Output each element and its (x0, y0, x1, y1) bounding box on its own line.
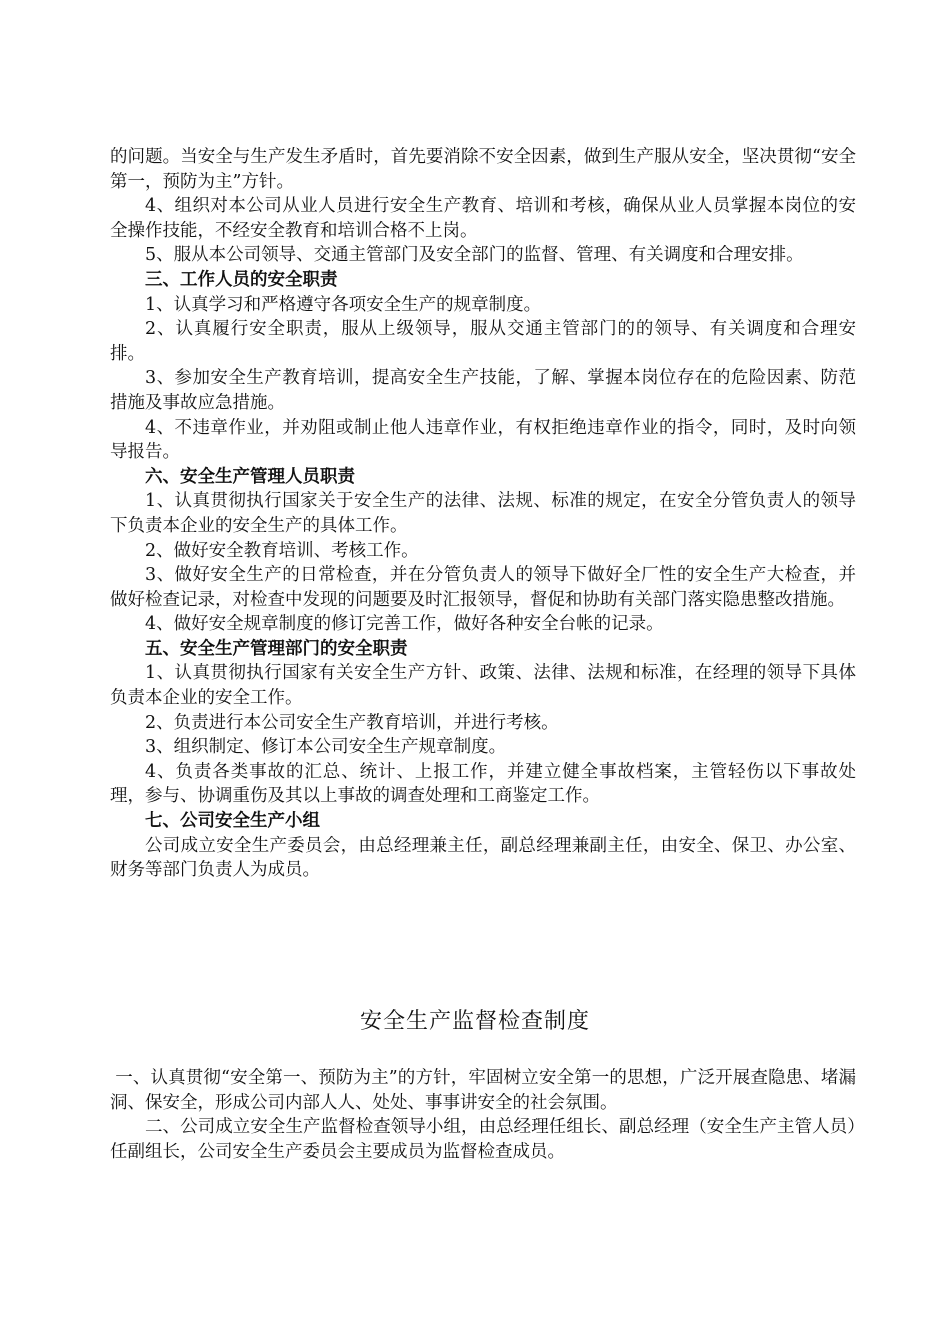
list-item: 4、负责各类事故的汇总、统计、上报工作，并建立健全事故档案，主管轻伤以下事故处理，参与、协调重伤及其以上事故的调查处理和工商鉴定工作。 (110, 761, 856, 807)
paragraph: 5、服从本公司领导、交通主管部门及安全部门的监督、管理、有关调度和合理安排。 (145, 245, 804, 266)
paragraph: 4、组织对本公司从业人员进行安全生产教育、培训和考核，确保从业人员掌握本岗位的安全操作技能，不经安全教育和培训合格不上岗。 (110, 196, 856, 241)
list-item: 1、认真贯彻执行国家有关安全生产方针、政策、法律、法规和标准，在经理的领导下具体负责本企业的安全工作。 (110, 663, 856, 709)
document-body (110, 145, 856, 883)
list-item: 2、负责进行本公司安全生产教育培训，并进行考核。 (145, 712, 559, 733)
section-heading-manager: 六、安全生产管理人员职责 (145, 466, 355, 487)
list-item: 4、不违章作业，并劝阻或制止他人违章作业，有权拒绝违章作业的指令，同时，及时向领导报告。 (110, 417, 856, 463)
list-item: 3、参加安全生产教育培训，提高安全生产技能，了解、掌握本岗位存在的危险因素、防范措施及事故应急措施。 (110, 368, 856, 413)
section-heading-group: 七、公司安全生产小组 (145, 811, 320, 832)
list-item: 公司成立安全生产委员会，由总经理兼主任，副总经理兼副主任，由安全、保卫、办公室、财务等部门负责人为成员。 (110, 835, 856, 881)
list-item: 1、认真学习和严格遵守各项安全生产的规章制度。 (145, 294, 542, 315)
paragraph: 二、公司成立安全生产监督检查领导小组，由总经理任组长、副总经理（安全生产主管人员）任副组长，公司安全生产委员会主要成员为监督检查成员。 (110, 1117, 856, 1162)
list-item: 3、组织制定、修订本公司安全生产规章制度。 (145, 737, 507, 758)
list-item: 3、做好安全生产的日常检查，并在分管负责人的领导下做好全厂性的安全生产大检查，并做好检查记录，对检查中发现的问题要及时汇报领导，督促和协助有关部门落实隐患整改措施。 (110, 565, 856, 610)
paragraph: 的问题。当安全与生产发生矛盾时，首先要消除不安全因素，做到生产服从安全，坚决贯彻“安全第一，预防为主”方针。 (110, 147, 856, 192)
list-item: 2、认真履行安全职责，服从上级领导，服从交通主管部门的的领导、有关调度和合理安排。 (110, 319, 856, 364)
list-item: 2、做好安全教育培训、考核工作。 (145, 540, 419, 561)
document-body-2 (110, 1066, 856, 1164)
document-title: 安全生产监督检查制度 (359, 1009, 590, 1034)
list-item: 4、做好安全规章制度的修订完善工作，做好各种安全台帐的记录。 (145, 614, 664, 635)
section-heading-staff: 三、工作人员的安全职责 (145, 269, 338, 290)
list-item: 1、认真贯彻执行国家关于安全生产的法律、法规、标准的规定，在安全分管负责人的领导下负责本企业的安全生产的具体工作。 (110, 491, 856, 536)
paragraph: 一、认真贯彻“安全第一、预防为主”的方针，牢固树立安全第一的思想，广泛开展查隐患、堵漏洞、保安全，形成公司内部人人、处处、事事讲安全的社会氛围。 (110, 1068, 856, 1113)
section-heading-dept: 五、安全生产管理部门的安全职责 (145, 638, 408, 659)
